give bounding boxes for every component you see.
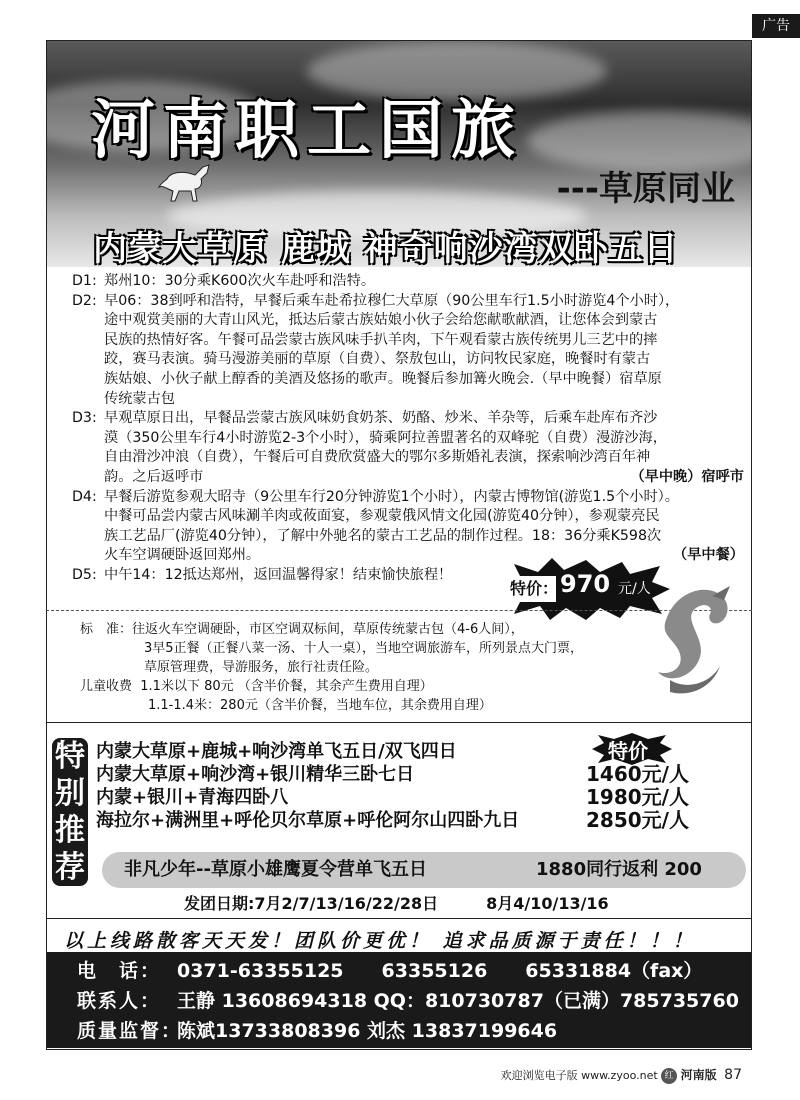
route-price: 2850元/人 [586,808,689,832]
day-label: D5: [72,566,97,583]
special-recommend-badge [52,738,88,886]
slogan: 以上线路散客天天发！团队价更优！ 追求品质源于责任！！！ [64,930,696,952]
day-text-line: 途中观赏美丽的大青山风光，抵达后蒙古族姑娘小伙子会给您献歌献酒，让您体会到蒙古 [104,312,658,329]
special-route-row [96,763,736,786]
special-badge-text: 特别推荐 [55,739,85,885]
departure-dates [184,891,609,914]
contact-person-label: 联系人： [77,990,162,1012]
child-fee-label: 儿童收费 [80,679,133,694]
standard-line: 3早5正餐（正餐八菜一汤、十人一桌），当地空调旅游车，所列景点大门票， [144,641,584,656]
special-route-row [96,809,736,832]
ad-tag: 广告 [752,14,800,38]
day-label: D1: [72,273,97,289]
standard-line: 往返火车空调硬卧，市区空调双标间，草原传统蒙古包（4-6人间）， [132,622,524,637]
footer-website: 欢迎浏览电子版 www.zyoo.net [500,1069,658,1082]
dates-august: 8月4/10/13/16 [486,894,609,913]
route-price: 1980元/人 [586,785,689,809]
brand-title: 河南职工国旅 [91,94,523,168]
route-name: 内蒙+银川+青海四卧八 [96,787,289,808]
standard-line: 草原管理费，导游服务，旅行社责任险。 [144,660,379,675]
route-name: 内蒙大草原+响沙湾+银川精华三卧七日 [96,764,415,785]
route-title: 内蒙大草原 鹿城 神奇响沙湾双卧五日 [93,229,679,267]
day-text-line: 自由滑沙冲浪（自费），午餐后可自费欣赏盛大的鄂尔多斯婚礼表演，探索响沙湾百年神 [104,449,651,466]
special-route-row [96,740,736,763]
day-text-line: 族姑娘、小伙子献上醇香的美酒及悠扬的歌声。晚餐后参加篝火晚会.（早中晚餐）宿草原 [104,370,662,387]
day-text-line: 族工艺品厂(游览40分钟），了解中外驰名的蒙古工艺品的制作过程。18：36分乘K598次 [104,527,662,544]
meal-lodging-note: （早中餐） [673,547,744,564]
day-text-line: 早餐后游览参观大昭寺（9公里车行20分钟游览1个小时），内蒙古博物馆(游览1.5个小时）。 [104,488,679,505]
day-label: D2: [72,292,97,309]
itinerary-day [72,409,748,487]
route-price: 1460元/人 [586,762,689,786]
standard-label: 标 准： [80,622,133,637]
dragon-icon [640,580,740,700]
section-divider [46,722,752,723]
day-text-line: 传统蒙古包 [104,390,175,407]
day-text-line: 火车空调硬卧返回郑州。 [104,547,261,564]
banner-tagline: ---草原同业 [556,169,735,209]
route-name: 内蒙大草原+鹿城+响沙湾单飞五日/双飞四日 [96,741,457,762]
day-text-line: 中午14：12抵达郑州，返回温馨得家！结束愉快旅程！ [104,566,453,583]
day-text-line: 中餐可品尝内蒙古风味涮羊肉或莜面宴，参观蒙俄风情文化园(游览40分钟），参观蒙亮民 [104,508,660,525]
day-text-line: 漠（350公里车行4小时游览2-3个小时），骑乘阿拉善盟著名的双峰驼（自费）漫游沙海， [104,429,667,446]
day-text-line: 早06：38到呼和浩特，早餐后乘车赴希拉穆仁大草原（90公里车行1.5小时游览4个小时）， [104,292,680,309]
slogan-divider [46,918,752,919]
summer-camp-banner [102,852,746,888]
tejia-label: 特价 [608,739,648,763]
price-value: 970 [560,570,611,598]
camp-name: 非凡少年--草原小雄鹰夏令营单飞五日 [124,859,427,880]
quality-supervisor-label: 质量监督： [77,1020,183,1042]
itinerary-day [72,488,748,566]
phone-label: 电 话： [77,960,162,982]
route-name: 海拉尔+满洲里+呼伦贝尔草原+呼伦阿尔山四卧九日 [96,810,520,831]
price-unit: 元/人 [618,581,651,597]
footer-badge: 红 [661,1068,677,1084]
special-route-row [96,786,736,809]
child-fee-line: 1.1-1.4米：280元（含半价餐，当地车位，其余费用自理） [148,698,492,713]
itinerary-day [72,292,748,410]
day-text-line: 韵。之后返呼市 [104,468,204,485]
day-label: D4: [72,488,97,505]
phone-value: 0371-63355125 63355126 65331884（fax） [177,960,703,982]
camp-price: 1880同行返利 200 [536,859,702,880]
day-label: D3: [72,410,97,427]
dates-july: 发团日期:7月2/7/13/16/22/28日 [184,894,439,913]
itinerary-day [72,272,748,292]
price-label: 特价： [510,579,559,598]
contact-person-value: 王静 13608694318 QQ：810730787（已满）785735760 [177,990,739,1012]
meal-lodging-note: （早中晚）宿呼市 [630,468,744,485]
page-number: 87 [724,1067,742,1083]
day-text-line: 早观草原日出，早餐品尝蒙古族风味奶食奶茶、奶酪、炒米、羊杂等，后乘车赴库布齐沙 [104,410,658,427]
itinerary [72,272,748,586]
day-text-line: 跤，赛马表演。骑马漫游美丽的草原（自费）、祭敖包山，访问牧民家庭，晚餐时有蒙古 [104,351,651,368]
quality-supervisor-value: 陈斌13733808396 刘杰 13837199646 [177,1020,558,1042]
footer-region: 河南版 [680,1068,717,1082]
child-fee-line: 1.1米以下 80元 （含半价餐，其余产生费用自理） [140,679,433,694]
price-standard [80,620,600,715]
page-footer [501,1066,742,1084]
day-text-line: 民族的热情好客。午餐可品尝蒙古族风味手扒羊肉，下午观看蒙古族传统男儿三艺中的摔 [104,331,658,348]
special-routes [96,740,736,832]
contact-panel [47,952,751,1048]
hero-banner [47,41,751,267]
day-text-line: 郑州10：30分乘K600次火车赴呼和浩特。 [104,273,376,289]
